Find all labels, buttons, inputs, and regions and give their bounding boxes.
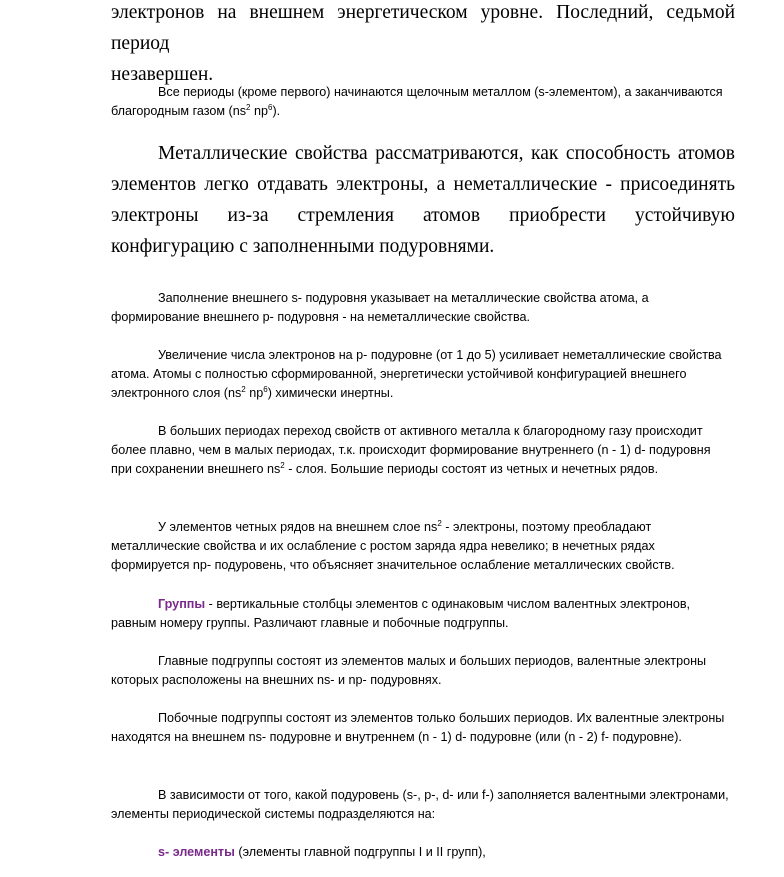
paragraph-side-subgroups: Побочные подгруппы состоят из элементов только больших периодов. Их валентные электроны находятся на внешнем ns- подуровне и внутреннем (n - 1) d- подуровне (или (n - 2) f- подуровне). [111,711,725,744]
paragraph-periods-start: Все периоды (кроме первого) начинаются щелочным металлом (s-элементом), а заканчиваются благородным газом ($ns^2$ $np^6$). [111,85,723,118]
term-s-elements: s- элементы [158,845,235,859]
paragraph-groups: Группы - вертикальные столбцы элементов с одинаковым числом валентных электронов, равным номеру группы. Различают главные и побочные подгруппы. [111,597,691,630]
text-line: электронов на внешнем энергетическом уровне. Последний, седьмой период [111,2,735,54]
paragraph-s-elements: s- элементы (элементы главной подгруппы I и II групп), [158,845,486,859]
paragraph-even-rows: У элементов четных рядов на внешнем слое $ns^2$ - электроны, поэтому преобладают металлические свойства и их ослабление с ростом заряда ядра невелико; в нечетных рядах формируется np- подуровень, что объясняет значительное ослабление металлических свойств. [111,519,675,572]
paragraph-p-sublevel: Увеличение числа электронов на p- подуровне (от 1 до 5) усиливает неметаллические свойства атома. Атомы с полностью сформированной, энергетически устойчивой конфигурацией внешнего электронного слоя ($ns^2$ $np^6$) химически инертны. [111,348,722,400]
term-groups: Группы [158,597,206,611]
paragraph-classification: В зависимости от того, какой подуровень (s-, p-, d- или f-) заполняется валентными электронами, элементы периодической системы подразделяются на: [111,788,729,821]
paragraph-main-subgroups: Главные подгруппы состоят из элементов малых и больших периодов, валентные электроны которых расположены на внешних ns- и np- подуровнях. [111,654,707,687]
paragraph-s-sublevel: Заполнение внешнего s- подуровня указывает на металлические свойства атома, а формирование внешнего p- подуровня - на неметаллические свойства. [111,291,649,324]
paragraph-period-end [111,0,735,90]
text-line: незавершен. [111,64,214,85]
paragraph-metallic-properties: Металлические свойства рассматриваются, как способность атомов элементов легко отдавать электроны, а неметаллические - присоединять электроны из-за стремления атомов приобрести устойчивую конфигурацию с заполненными подуровнями. [111,143,735,257]
paragraph-large-periods: В больших периодах переход свойств от активного металла к благородному газу происходит более плавно, чем в малых периодах, т.к. происходит формирование внутреннего (n - 1) d- подуровня при сохранении внешнего $ns^2$ - слоя. Большие периоды состоят из четных и нечетных рядов. [111,424,711,476]
